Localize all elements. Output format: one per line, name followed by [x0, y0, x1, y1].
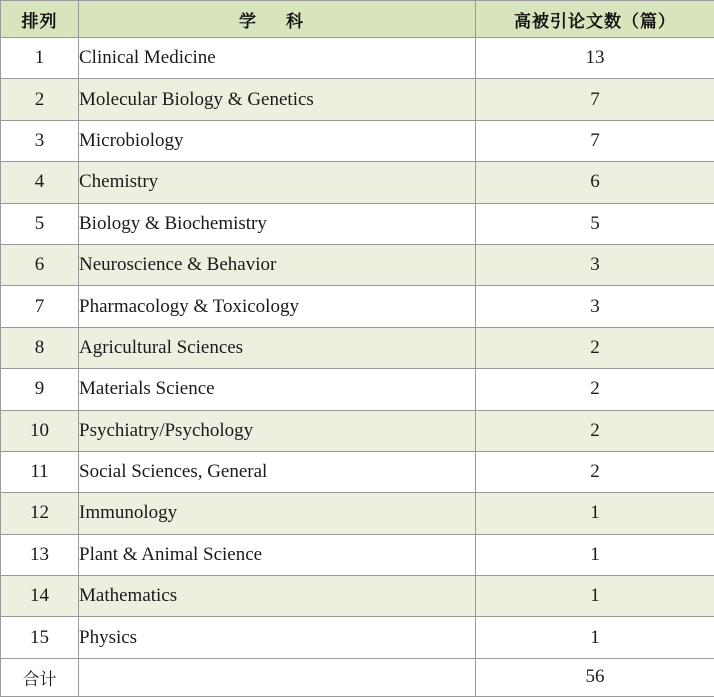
subject-cell: Clinical Medicine — [79, 38, 476, 79]
rank-cell: 15 — [1, 617, 79, 658]
rank-cell: 12 — [1, 493, 79, 534]
table-row — [1, 369, 714, 410]
count-cell: 2 — [476, 369, 714, 410]
rank-cell: 8 — [1, 327, 79, 368]
subject-cell: Biology & Biochemistry — [79, 203, 476, 244]
count-cell: 5 — [476, 203, 714, 244]
header-row — [1, 1, 714, 38]
subject-cell: Agricultural Sciences — [79, 327, 476, 368]
subject-cell: Materials Science — [79, 369, 476, 410]
table-row — [1, 617, 714, 658]
rank-cell: 1 — [1, 38, 79, 79]
table-row — [1, 203, 714, 244]
subject-cell: Psychiatry/Psychology — [79, 410, 476, 451]
subject-cell: Microbiology — [79, 120, 476, 161]
subject-cell: Pharmacology & Toxicology — [79, 286, 476, 327]
table-row — [1, 79, 714, 120]
table-body — [1, 38, 714, 659]
count-cell: 1 — [476, 576, 714, 617]
count-cell: 1 — [476, 534, 714, 575]
count-cell: 2 — [476, 451, 714, 492]
subject-cell: Molecular Biology & Genetics — [79, 79, 476, 120]
subject-cell: Chemistry — [79, 162, 476, 203]
table-row — [1, 410, 714, 451]
rank-cell: 7 — [1, 286, 79, 327]
subject-cell: Immunology — [79, 493, 476, 534]
count-cell: 7 — [476, 120, 714, 161]
rank-cell: 5 — [1, 203, 79, 244]
count-cell: 13 — [476, 38, 714, 79]
table-row — [1, 534, 714, 575]
subject-cell: Physics — [79, 617, 476, 658]
count-cell: 1 — [476, 493, 714, 534]
total-row — [1, 658, 714, 696]
total-count: 56 — [476, 658, 714, 696]
table-row — [1, 451, 714, 492]
total-label: 合计 — [1, 658, 79, 696]
subject-cell: Social Sciences, General — [79, 451, 476, 492]
table-row — [1, 576, 714, 617]
rank-cell: 9 — [1, 369, 79, 410]
table-row — [1, 38, 714, 79]
count-cell: 3 — [476, 244, 714, 285]
rank-cell: 10 — [1, 410, 79, 451]
subject-cell: Neuroscience & Behavior — [79, 244, 476, 285]
rank-cell: 11 — [1, 451, 79, 492]
table-row — [1, 120, 714, 161]
rank-cell: 4 — [1, 162, 79, 203]
rank-cell: 14 — [1, 576, 79, 617]
total-subject — [79, 658, 476, 696]
header-count: 高被引论文数（篇） — [476, 1, 714, 38]
count-cell: 3 — [476, 286, 714, 327]
subject-cell: Mathematics — [79, 576, 476, 617]
rank-cell: 13 — [1, 534, 79, 575]
table-row — [1, 162, 714, 203]
rank-cell: 2 — [1, 79, 79, 120]
rank-cell: 3 — [1, 120, 79, 161]
table-row — [1, 327, 714, 368]
count-cell: 7 — [476, 79, 714, 120]
table-row — [1, 244, 714, 285]
header-subject: 学 科 — [79, 1, 476, 38]
header-rank: 排列 — [1, 1, 79, 38]
subject-cell: Plant & Animal Science — [79, 534, 476, 575]
rank-cell: 6 — [1, 244, 79, 285]
table-row — [1, 493, 714, 534]
count-cell: 1 — [476, 617, 714, 658]
count-cell: 2 — [476, 327, 714, 368]
count-cell: 2 — [476, 410, 714, 451]
count-cell: 6 — [476, 162, 714, 203]
table-row — [1, 286, 714, 327]
